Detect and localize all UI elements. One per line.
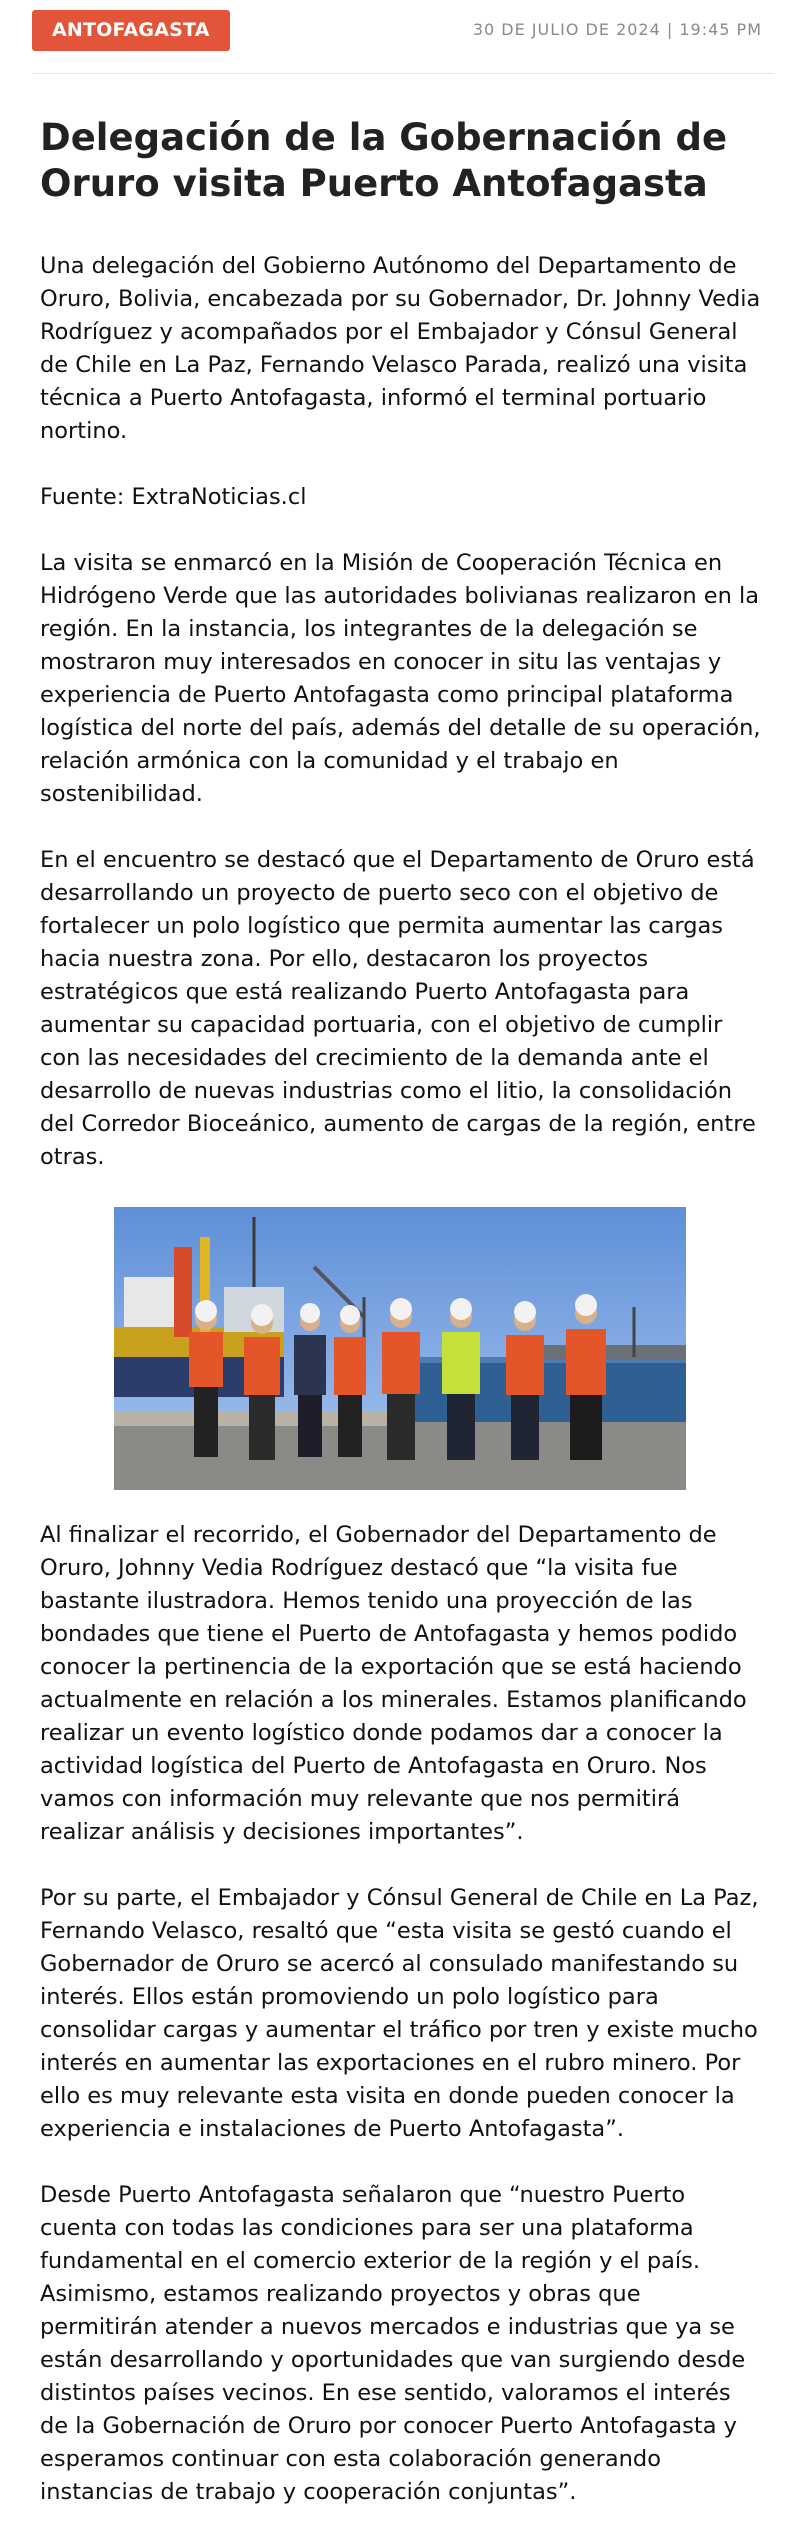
article-title: Delegación de la Gobernación de Oruro visita Puerto Antofagasta <box>40 116 728 205</box>
source-line: Fuente: ExtraNoticias.cl <box>40 484 307 510</box>
article-paragraph: Desde Puerto Antofagasta señalaron que “nuestro Puerto cuenta con todas las condiciones para ser una plataforma fundamental en el comercio exterior de la región y el país. Asimismo, estamos realizando proyectos y obras que permitirán atender a nuevos mercados e industrias que ya se están desarrollando y oportunidades que van surgiendo desde distintos países vecinos. En ese sentido, valoramos el interés de la Gobernación de Oruro por conocer Puerto Antofagasta y esperamos continuar con esta colaboración generando instancias de trabajo y cooperación conjuntas”. <box>40 2182 746 2505</box>
article-paragraph: En el encuentro se destacó que el Departamento de Oruro está desarrollando un proyecto de puerto seco con el objetivo de fortalecer un polo logístico que permita aumentar las cargas hacia nuestra zona. Por ello, destacaron los proyectos estratégicos que está realizando Puerto Antofagasta para aumentar su capacidad portuaria, con el objetivo de cumplir con las necesidades del crecimiento de la demanda ante el desarrollo de nuevas industrias como el litio, la consolidación del Corredor Bioceánico, aumento de cargas de la región, entre otras. <box>40 847 756 1170</box>
article-photo <box>114 1207 686 1490</box>
article-paragraph: Una delegación del Gobierno Autónomo del Departamento de Oruro, Bolivia, encabezada por su Gobernador, Dr. Johnny Vedia Rodríguez y acompañados por el Embajador y Cónsul General de Chile en La Paz, Fernando Velasco Parada, realizó una visita técnica a Puerto Antofagasta, informó el terminal portuario nortino. <box>40 253 761 444</box>
article-paragraph: Al finalizar el recorrido, el Gobernador del Departamento de Oruro, Johnny Vedia Rodríguez destacó que “la visita fue bastante ilustradora. Hemos tenido una proyección de las bondades que tiene el Puerto de Antofagasta y hemos podido conocer la pertinencia de la exportación que se está haciendo actualmente en relación a los minerales. Estamos planificando realizar un evento logístico donde podamos dar a conocer la actividad logística del Puerto de Antofagasta en Oruro. Nos vamos con información muy relevante que nos permitirá realizar análisis y decisiones importantes”. <box>40 1522 747 1845</box>
publish-date: 30 DE JULIO DE 2024 | 19:45 PM <box>472 20 762 39</box>
article-header <box>32 10 774 74</box>
article-paragraph: Por su parte, el Embajador y Cónsul General de Chile en La Paz, Fernando Velasco, resaltó que “esta visita se gestó cuando el Gobernador de Oruro se acercó al consulado manifestando su interés. Ellos están promoviendo un polo logístico para consolidar cargas y aumentar el tráfico por tren y existe mucho interés en aumentar las exportaciones en el rubro minero. Por ello es muy relevante esta visita en donde pueden conocer la experiencia e instalaciones de Puerto Antofagasta”. <box>40 1885 759 2142</box>
category-badge[interactable]: ANTOFAGASTA <box>32 10 230 51</box>
article-paragraph: La visita se enmarcó en la Misión de Cooperación Técnica en Hidrógeno Verde que las autoridades bolivianas realizaron en la región. En la instancia, los integrantes de la delegación se mostraron muy interesados en conocer in situ las ventajas y experiencia de Puerto Antofagasta como principal plataforma logística del norte del país, además del detalle de su operación, relación armónica con la comunidad y el trabajo en sostenibilidad. <box>40 550 761 807</box>
article-body <box>40 250 762 2542</box>
